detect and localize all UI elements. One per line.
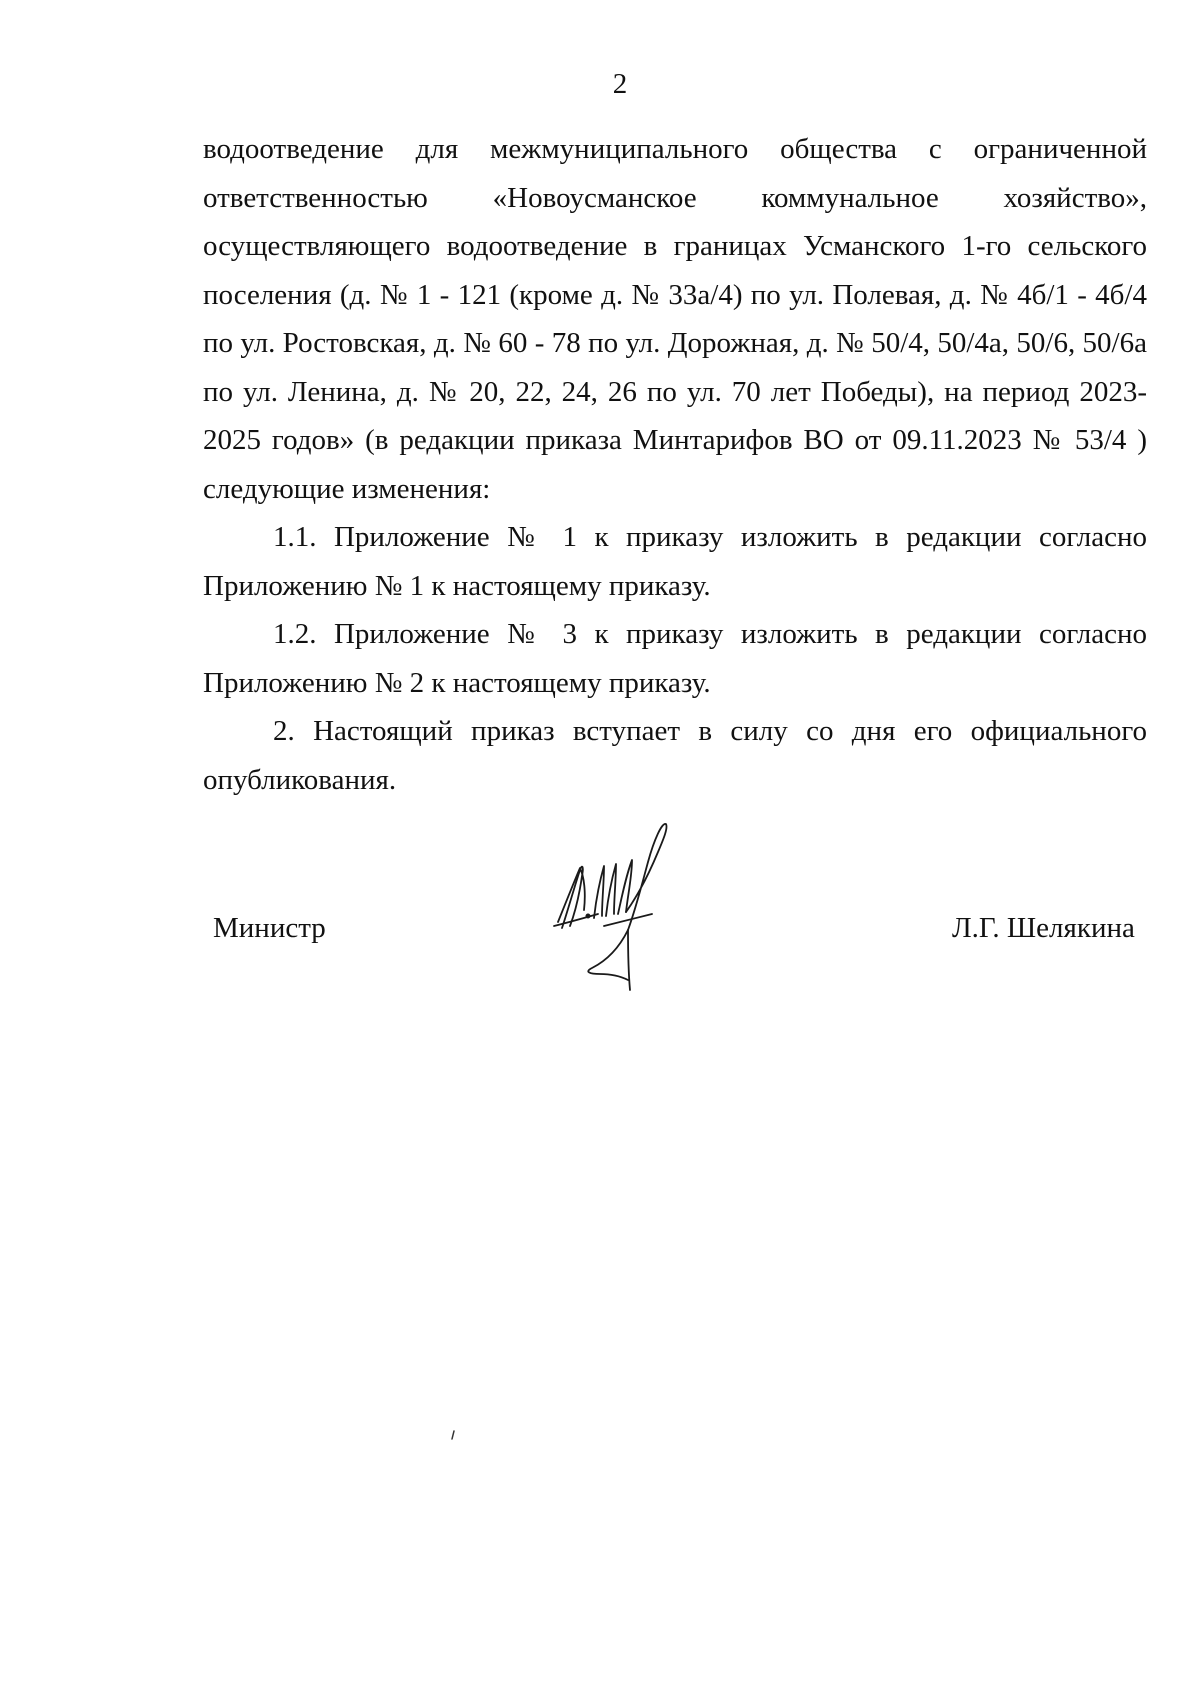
scan-speck xyxy=(451,1430,455,1440)
signatory-name: Л.Г. Шелякина xyxy=(952,912,1135,944)
page-number: 2 xyxy=(612,68,628,100)
paragraph-item-2: 2. Настоящий приказ вступает в силу со дня его официального опубликования. xyxy=(203,715,1147,796)
handwritten-signature xyxy=(540,818,700,998)
paragraph-item-1-1: 1.1. Приложение № 1 к приказу изложить в редакции согласно Приложению № 1 к настоящему приказу. xyxy=(203,521,1147,602)
document-body xyxy=(203,125,1147,804)
signatory-role: Министр xyxy=(213,912,326,944)
paragraph-continuation: водоотведение для межмуниципального общества с ограниченной ответственностью «Новоусманское коммунальное хозяйство», осуществляющего водоотведение в границах Усманского 1-го сельского поселения (д. № 1 - 121 (кроме д. № 33а/4) по ул. Полевая, д. № 4б/1 - 4б/4 по ул. Ростовская, д. № 60 - 78 по ул. Дорожная, д. № 50/4, 50/4а, 50/6, 50/6а по ул. Ленина, д. № 20, 22, 24, 26 по ул. 70 лет Победы), на период 2023-2025 годов» (в редакции приказа Минтарифов ВО от 09.11.2023 № 53/4 ) следующие изменения: xyxy=(203,133,1147,505)
paragraph-item-1-2: 1.2. Приложение № 3 к приказу изложить в редакции согласно Приложению № 2 к настоящему приказу. xyxy=(203,618,1147,699)
